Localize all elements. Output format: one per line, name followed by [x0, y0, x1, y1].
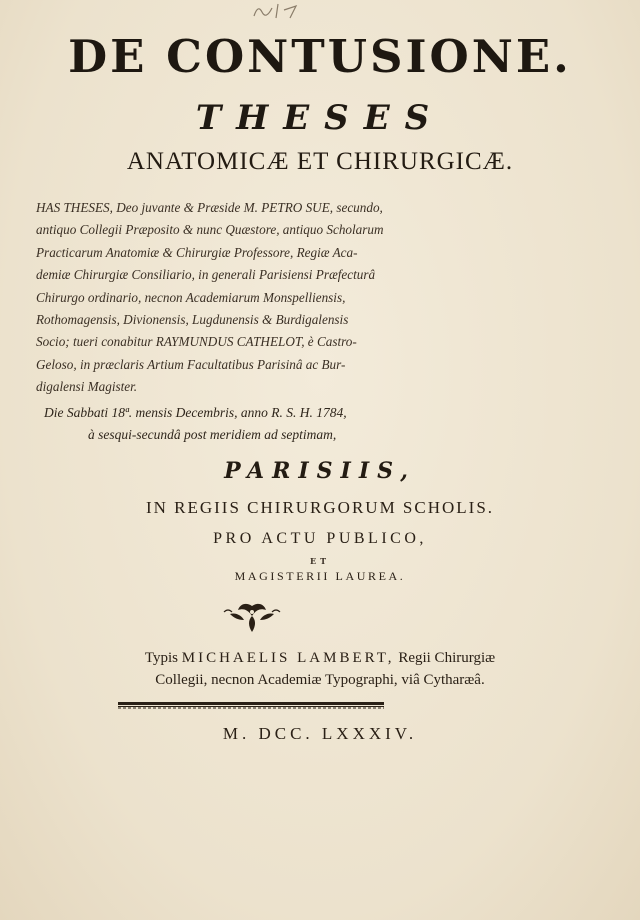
scholis-line: IN REGIIS CHIRURGORUM SCHOLIS. — [145, 498, 495, 517]
dedication-line: demiæ Chirurgiæ Consiliario, in generali Parisiensi Præfecturâ — [36, 267, 376, 283]
subtitle: THESES — [195, 98, 445, 138]
date-line — [44, 402, 604, 446]
dedication-paragraph — [36, 197, 600, 399]
dedication-line: Practicarum Anatomiæ & Chirurgiæ Professore, Regiæ Aca- — [36, 244, 358, 260]
pencil-annotation-icon — [250, 0, 310, 22]
date-line-1: Die Sabbati 18ª. mensis Decembris, anno R. S. H. 1784, — [44, 405, 347, 420]
dedication-line: HAS THESES, Deo juvante & Præside M. PETRO SUE, secundo, — [36, 200, 383, 215]
dedication-line: Geloso, in præclaris Artium Facultatibus Parisinâ ac Bur- — [36, 356, 346, 372]
magisterii-laurea-line: MAGISTERII LAUREA. — [234, 569, 406, 583]
printer-imprint — [30, 647, 610, 691]
decorative-rule — [118, 700, 384, 712]
printer-line-2: Collegii, necnon Academiæ Typographi, viâ Cytharæâ. — [155, 672, 485, 688]
dedication-line: antiquo Collegii Præposito & nunc Quæstore, antiquo Scholarum — [36, 222, 384, 238]
dedication-line: digalensi Magister. — [36, 379, 138, 395]
et-line: ET — [309, 556, 331, 566]
subtitle-anatomicae: ANATOMICÆ ET CHIRURGICÆ. — [126, 148, 514, 175]
printer-suffix: Regii Chirurgiæ — [398, 650, 496, 666]
floral-ornament-icon — [222, 600, 282, 634]
dedication-line: Rothomagensis, Divionensis, Lugdunensis & Burdigalensis — [36, 312, 349, 328]
dedication-line: Chirurgo ordinario, necnon Academiarum Monspelliensis, — [36, 289, 346, 305]
main-title: DE CONTUSIONE. — [68, 30, 572, 83]
printer-prefix: Typis — [144, 650, 178, 666]
dedication-line: Socio; tueri conabitur RAYMUNDUS CATHELOT, è Castro- — [36, 334, 357, 350]
date-line-2: à sesqui-secundâ post meridiem ad septimam, — [88, 427, 337, 442]
year-line: M. DCC. LXXXIV. — [222, 724, 418, 743]
printer-line-1 — [30, 647, 610, 669]
actu-publico-line: PRO ACTU PUBLICO, — [213, 530, 427, 547]
printer-name: MICHAELIS LAMBERT, — [181, 650, 395, 666]
place-heading: PARISIIS, — [224, 458, 416, 484]
